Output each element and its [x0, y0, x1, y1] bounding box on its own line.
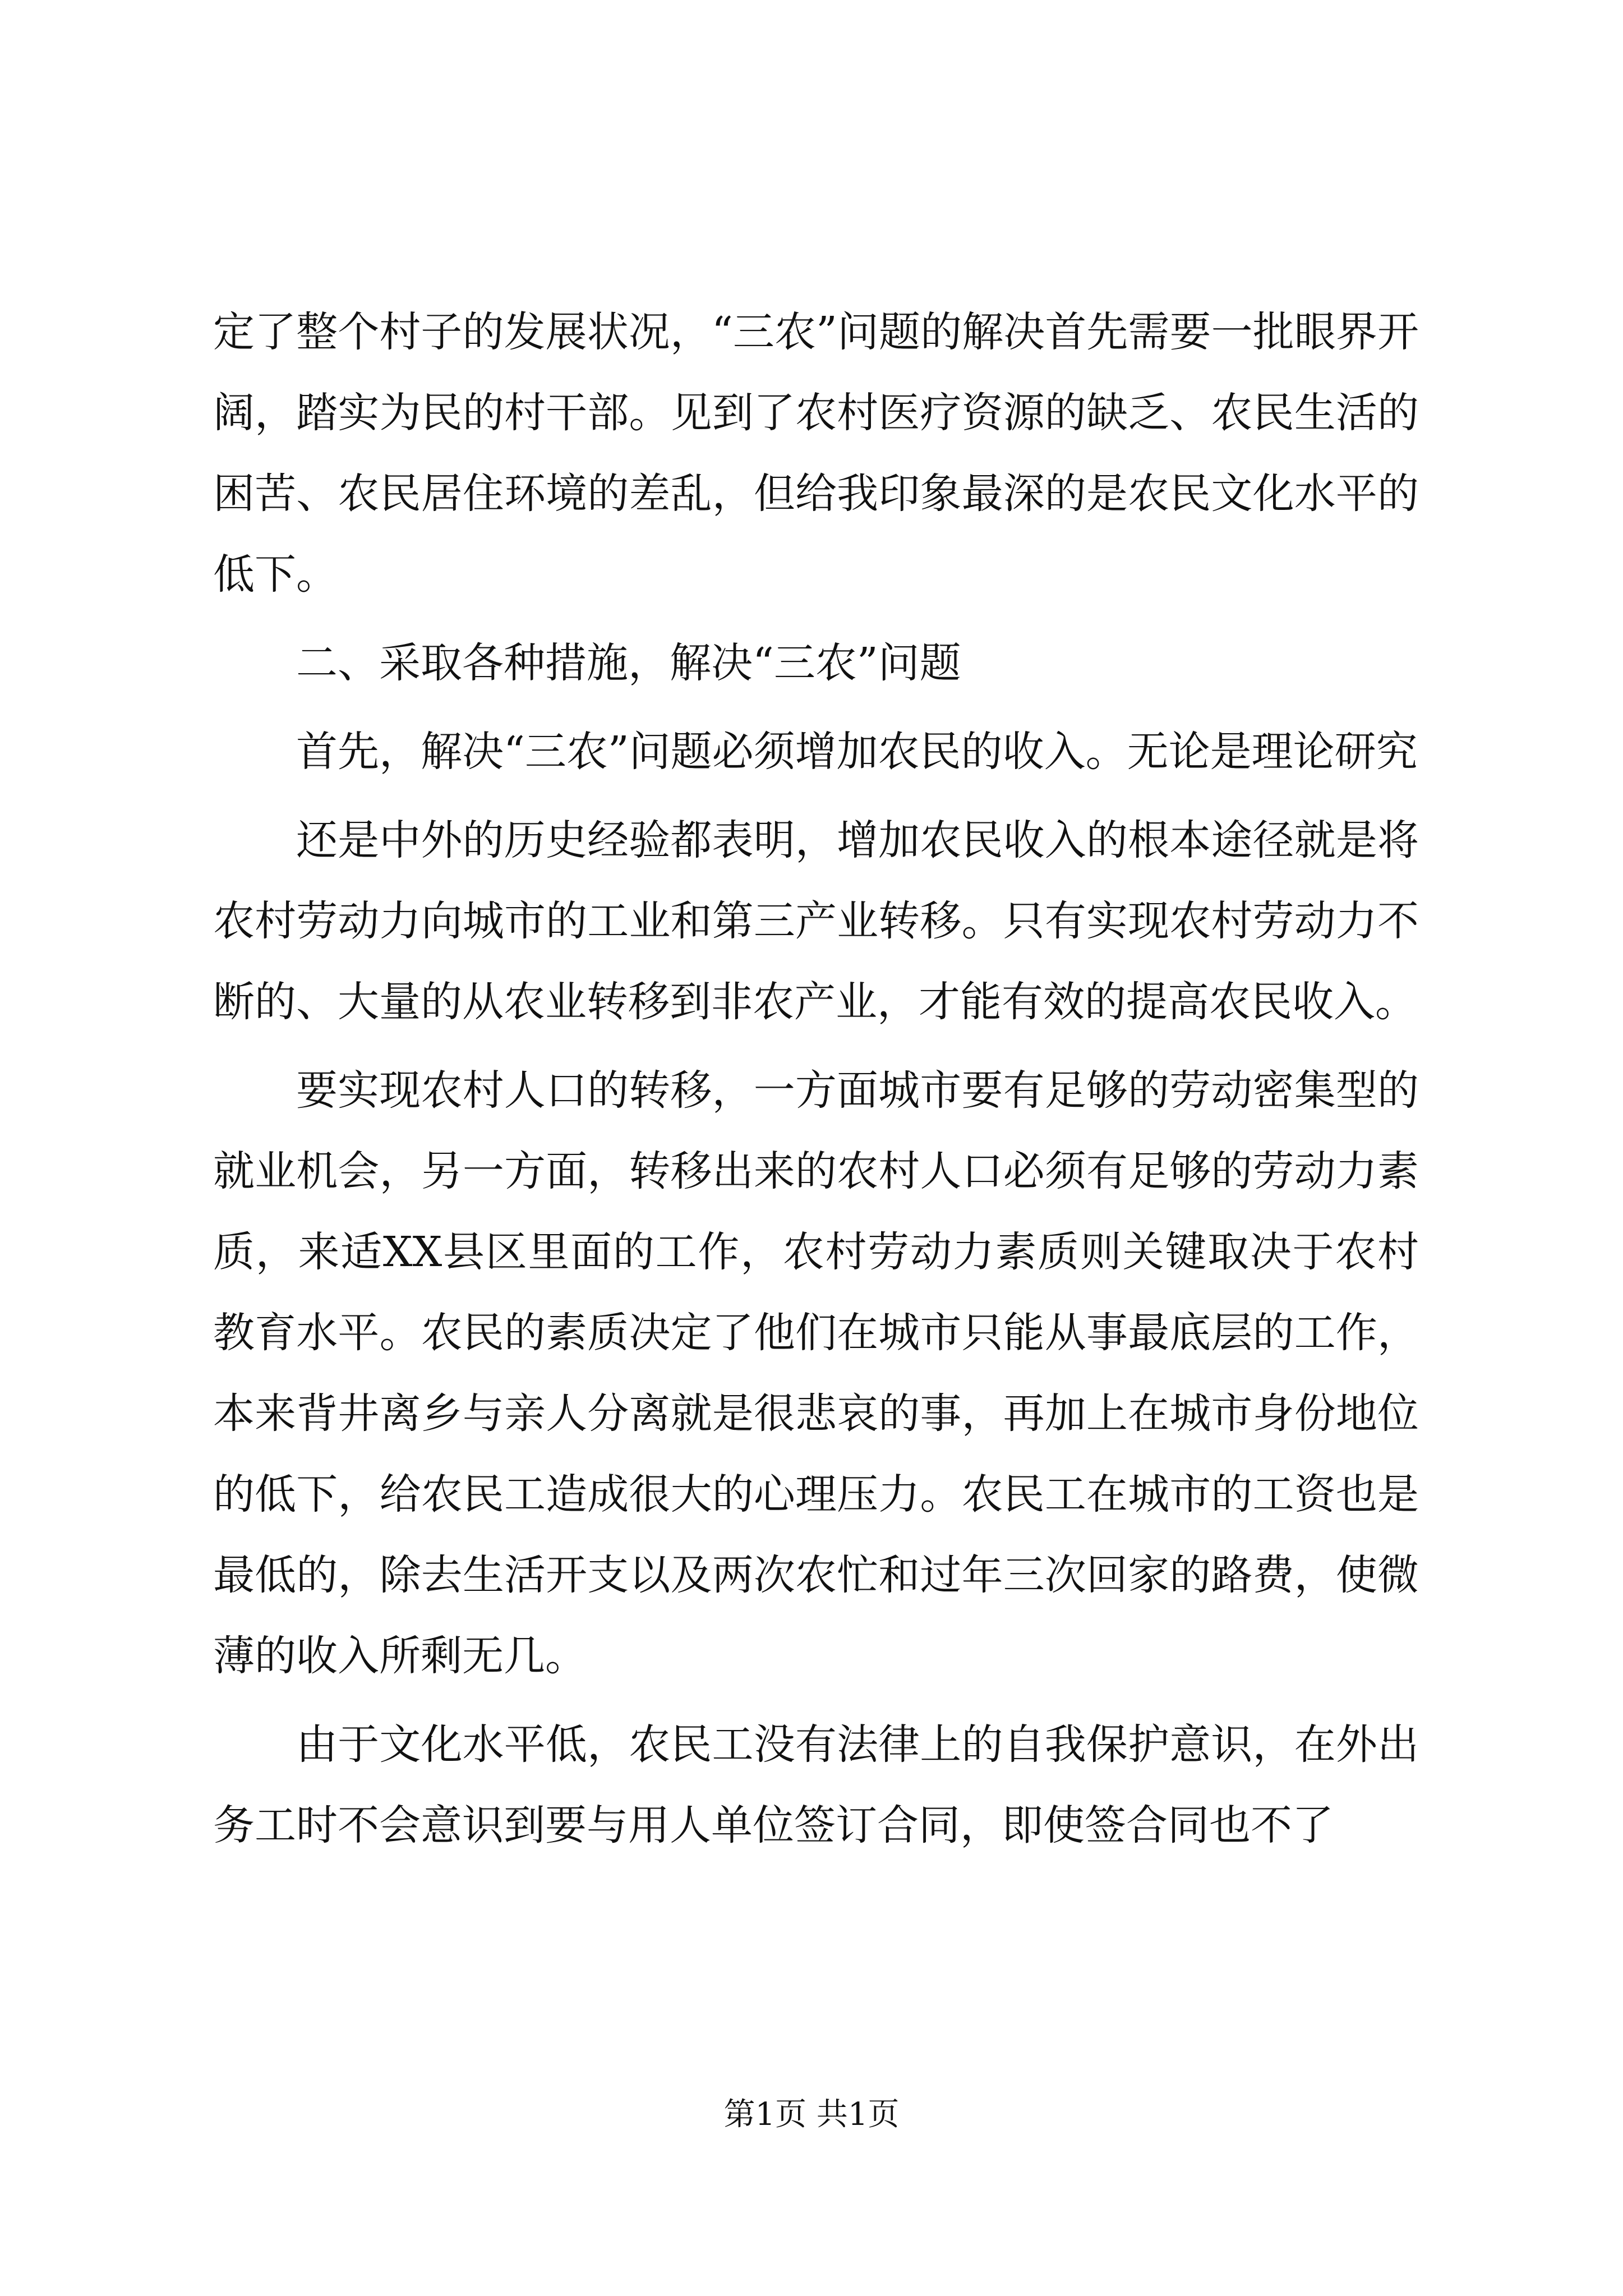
section-heading: 二、采取各种措施，解决“三农”问题: [296, 639, 961, 687]
document-body: [213, 292, 1419, 1866]
paragraph: 还是中外的历史经验都表明，增加农民收入的根本途径就是将农村劳动力向城市的工业和第三产业转移。只有实现农村劳动力不断的、大量的从农业转移到非农产业，才能有效的提高农民收入。: [213, 816, 1419, 1026]
paragraph: 由于文化水平低，农民工没有法律上的自我保护意识，在外出务工时不会意识到要与用人单位签订合同，即使签合同也不了: [213, 1720, 1419, 1849]
page-number-footer: 第1页 共1页: [723, 2096, 900, 2133]
paragraph: 首先，解决“三农”问题必须增加农民的收入。无论是理论研究: [296, 728, 1418, 776]
paragraph: 要实现农村人口的转移，一方面城市要有足够的劳动密集型的就业机会，另一方面，转移出来的农村人口必须有足够的劳动力素质，来适XX县区里面的工作，农村劳动力素质则关键取决于农村教育水平。农民的素质决定了他们在城市只能从事最底层的工作，本来背井离乡与亲人分离就是很悲哀的事，再加上在城市身份地位的低下，给农民工造成很大的心理压力。农民工在城市的工资也是最低的，除去生活开支以及两次农忙和过年三次回家的路费，使微薄的收入所剩无几。: [213, 1066, 1419, 1680]
paragraph-continuation: 定了整个村子的发展状况，“三农”问题的解决首先需要一批眼界开阔，踏实为民的村干部。见到了农村医疗资源的缺乏、农民生活的困苦、农民居住环境的差乱，但给我印象最深的是农民文化水平的低下。: [213, 308, 1419, 599]
